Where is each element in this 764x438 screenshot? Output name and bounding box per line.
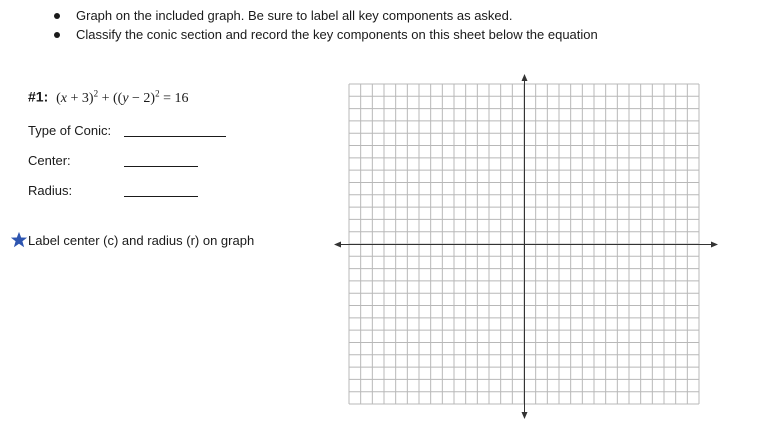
coordinate-grid[interactable]: [334, 74, 720, 420]
star-icon: [10, 231, 28, 249]
note-text: Label center (c) and radius (r) on graph: [28, 233, 255, 248]
type-of-conic-label: Type of Conic:: [28, 123, 112, 138]
center-field: [28, 153, 71, 168]
center-label: Center:: [28, 153, 71, 168]
bullet-icon: [54, 13, 60, 19]
center-blank[interactable]: [124, 166, 198, 167]
radius-field: [28, 183, 72, 198]
radius-blank[interactable]: [124, 196, 198, 197]
problem-number: #1:: [28, 88, 49, 105]
instruction-list: [48, 8, 598, 46]
y-axis-down-arrow-icon: [522, 412, 528, 419]
equation: $(x + 3)^2 + ((y - 2)^2 = 16$: [56, 88, 189, 106]
x-axis-left-arrow-icon: [334, 242, 341, 248]
y-axis-up-arrow-icon: [522, 74, 528, 81]
problem-heading: [28, 88, 189, 107]
x-axis-right-arrow-icon: [711, 242, 718, 248]
graph-label-note: [10, 233, 254, 249]
type-of-conic-blank[interactable]: [124, 136, 226, 137]
type-of-conic-field: [28, 123, 111, 138]
bullet-icon: [54, 32, 60, 38]
instruction-item: Classify the conic section and record the key components on this sheet below the equation: [48, 27, 598, 46]
instruction-item: Graph on the included graph. Be sure to label all key components as asked.: [48, 8, 598, 27]
radius-label: Radius:: [28, 183, 73, 198]
